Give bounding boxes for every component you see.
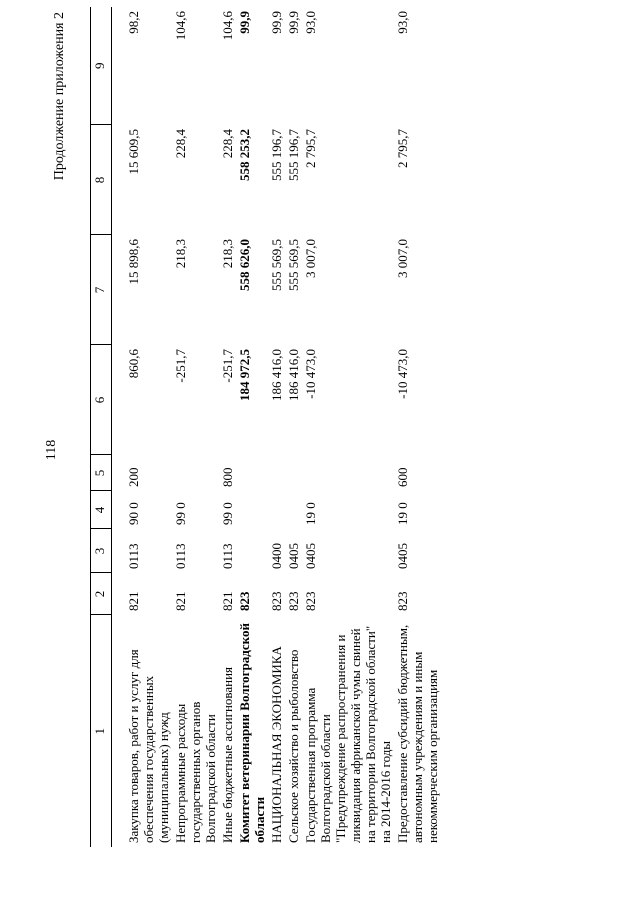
target-code-cell: 99 0 [173, 502, 188, 525]
amount-executed-cell: 555 196,7 [286, 129, 301, 181]
table-header-row [91, 7, 112, 847]
header-cell: 2 [91, 573, 112, 615]
amount-change-cell: -10 473,0 [395, 349, 410, 399]
execution-percent-cell: 99,9 [269, 11, 284, 34]
row-name-cell: Закупка товаров, работ и услуг для обеспечения государственных (муниципальных) нужд [126, 649, 171, 843]
section-code-cell: 0405 [395, 543, 410, 569]
target-code-cell: 90 0 [126, 502, 141, 525]
row-name-cell: Государственная программа Волгоградской области "Предупреждение распространения и ликвидация африканской чумы свиней на территории Волгоградской области" на 2014-2016 годы [303, 625, 393, 843]
section-code-cell: 0405 [303, 543, 318, 569]
expense-type-cell [172, 455, 219, 491]
department-code-cell: 821 [220, 591, 235, 611]
header-cell: 1 [91, 615, 112, 847]
target-code-cell [285, 491, 302, 529]
execution-percent-cell: 104,6 [173, 11, 188, 41]
amount-executed-cell: 555 196,7 [269, 129, 284, 181]
execution-percent-cell: 99,9 [286, 11, 301, 34]
amount-change-cell: -10 473,0 [303, 349, 318, 399]
department-code-cell: 821 [126, 591, 141, 611]
execution-percent-cell: 93,0 [395, 11, 410, 34]
amount-approved-cell: 3 007,0 [395, 239, 410, 278]
target-code-cell: 99 0 [220, 502, 235, 525]
budget-table [90, 7, 441, 847]
expense-type-cell: 600 [395, 467, 410, 487]
section-code-cell: 0113 [173, 543, 188, 569]
row-name-cell: Комитет ветеринарии Волгоградской области [237, 623, 267, 843]
department-code-cell: 823 [269, 591, 284, 611]
department-code-cell: 823 [286, 591, 301, 611]
expense-type-cell: 200 [126, 467, 141, 487]
table-row [285, 7, 302, 847]
table-row-department [236, 7, 268, 847]
table-row [302, 7, 394, 847]
row-name-cell: НАЦИОНАЛЬНАЯ ЭКОНОМИКА [269, 646, 284, 843]
table-row [172, 7, 219, 847]
amount-approved-cell: 555 569,5 [269, 239, 284, 291]
execution-percent-cell: 93,0 [303, 11, 318, 34]
amount-approved-cell: 555 569,5 [286, 239, 301, 291]
header-cell: 8 [91, 125, 112, 235]
execution-percent-cell: 98,2 [126, 11, 141, 34]
target-code-cell [268, 491, 285, 529]
amount-change-cell: 860,6 [126, 349, 141, 379]
section-code-cell: 0400 [269, 543, 284, 569]
target-code-cell: 19 0 [303, 502, 318, 525]
row-name-cell: Иные бюджетные ассигнования [220, 666, 235, 843]
amount-executed-cell: 228,4 [220, 129, 235, 159]
expense-type-cell [268, 455, 285, 491]
page-number: 118 [44, 439, 59, 461]
amount-executed-cell: 558 253,2 [237, 129, 252, 181]
department-code-cell: 823 [303, 591, 318, 611]
header-cell: 9 [91, 7, 112, 125]
target-code-cell: 19 0 [395, 502, 410, 525]
header-cell: 3 [91, 529, 112, 573]
amount-approved-cell: 218,3 [220, 239, 235, 269]
department-code-cell: 823 [395, 591, 410, 611]
amount-change-cell: 186 416,0 [269, 349, 284, 401]
amount-approved-cell: 558 626,0 [237, 239, 252, 291]
target-code-cell [236, 491, 268, 529]
department-code-cell: 821 [173, 591, 188, 611]
expense-type-cell [302, 455, 394, 491]
section-code-cell: 0113 [126, 543, 141, 569]
execution-percent-cell: 104,6 [220, 11, 235, 41]
expense-type-cell: 800 [220, 467, 235, 487]
department-code-cell: 823 [237, 591, 252, 611]
table-row [219, 7, 236, 847]
row-name-cell: Предоставление субсидий бюджетным, автономным учреждениям и иным некоммерческим организациям [395, 624, 440, 843]
amount-change-cell: -251,7 [173, 349, 188, 383]
header-cell: 7 [91, 235, 112, 345]
amount-approved-cell: 218,3 [173, 239, 188, 269]
amount-executed-cell: 15 609,5 [126, 129, 141, 175]
expense-type-cell [236, 455, 268, 491]
section-code-cell: 0405 [286, 543, 301, 569]
amount-executed-cell: 2 795,7 [303, 129, 318, 168]
section-code-cell: 0113 [220, 543, 235, 569]
amount-change-cell: 184 972,5 [237, 349, 252, 401]
execution-percent-cell: 99,9 [237, 11, 252, 34]
header-cell: 6 [91, 345, 112, 455]
appendix-continuation-label: Продолжение приложения 2 [52, 12, 67, 181]
expense-type-cell [285, 455, 302, 491]
amount-change-cell: -251,7 [220, 349, 235, 383]
table-row [394, 7, 441, 847]
amount-executed-cell: 228,4 [173, 129, 188, 159]
row-name-cell: Сельское хозяйство и рыболовство [286, 649, 301, 843]
table-row [112, 7, 173, 847]
row-name-cell: Непрограммные расходы государственных органов Волгоградской области [173, 701, 218, 843]
amount-approved-cell: 15 898,6 [126, 239, 141, 285]
amount-change-cell: 186 416,0 [286, 349, 301, 401]
header-cell: 5 [91, 455, 112, 491]
table-row [268, 7, 285, 847]
header-cell: 4 [91, 491, 112, 529]
amount-executed-cell: 2 795,7 [395, 129, 410, 168]
section-code-cell [236, 529, 268, 573]
amount-approved-cell: 3 007,0 [303, 239, 318, 278]
